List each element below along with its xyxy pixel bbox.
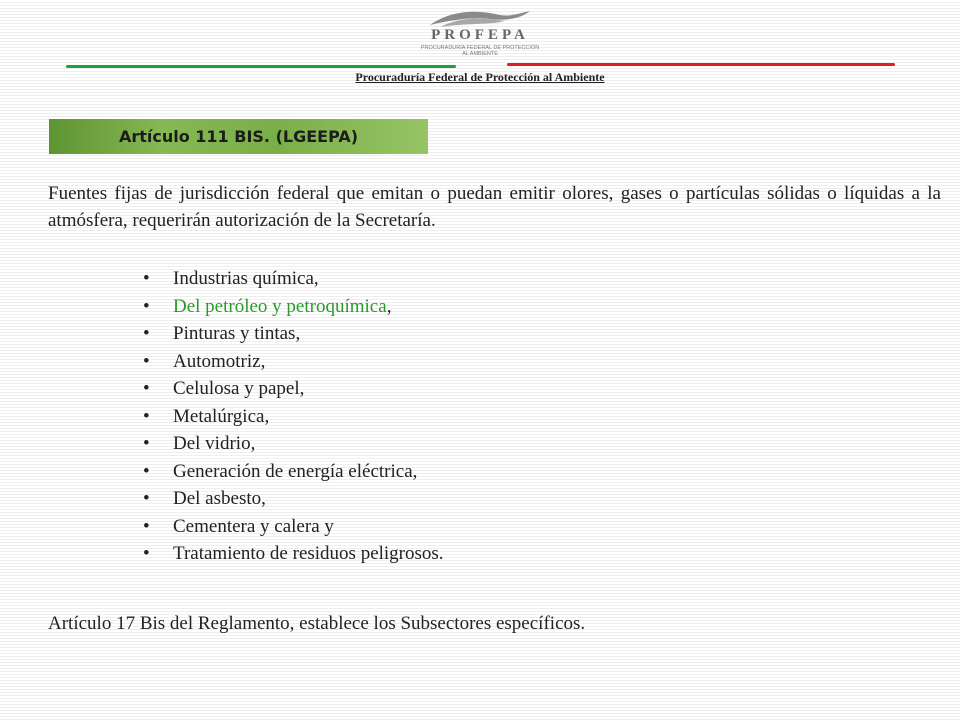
- bullet-icon: •: [143, 433, 150, 454]
- bullet-icon: •: [143, 323, 150, 344]
- bullet-icon: •: [143, 488, 150, 509]
- article-title: Artículo 111 BIS. (LGEEPA): [118, 127, 359, 146]
- list-item: • Automotriz,: [140, 348, 840, 376]
- bullet-icon: •: [143, 460, 150, 482]
- article-title-banner: [49, 119, 428, 154]
- bullet-icon: •: [143, 350, 150, 372]
- list-item: • Pinturas y tintas,: [140, 320, 840, 348]
- bullet-icon: •: [143, 268, 150, 289]
- list-item: • Metalúrgica,: [140, 403, 840, 431]
- header-red-line: [507, 63, 895, 66]
- list-item: • Generación de energía eléctrica,: [140, 458, 840, 486]
- list-item: • Tratamiento de residuos peligrosos.: [140, 540, 840, 568]
- bullet-icon: •: [143, 378, 150, 399]
- intro-paragraph: Fuentes fijas de jurisdicción federal que emitan o puedan emitir olores, gases o partículas sólidas o líquidas a la atmósfera, requerirán autorización de la Secretaría.: [48, 183, 941, 231]
- list-item: • Celulosa y papel,: [140, 375, 840, 403]
- bullet-icon: •: [143, 543, 150, 564]
- header-green-line: [66, 65, 456, 68]
- list-item: • Del asbesto,: [140, 485, 840, 513]
- bullet-icon: •: [143, 515, 150, 537]
- profepa-logo: [420, 5, 540, 67]
- sector-list: [140, 265, 840, 568]
- list-item: • Cementera y calera y: [140, 513, 840, 541]
- logo-subtitle: PROCURADURÍA FEDERAL DE PROTECCIÓN AL AMBIENTE: [420, 45, 540, 57]
- list-item: • Industrias química,: [140, 265, 840, 293]
- eagle-wing-icon: [420, 5, 540, 29]
- bullet-icon: •: [143, 405, 150, 427]
- bullet-icon: •: [143, 295, 150, 317]
- list-item: • Del vidrio,: [140, 430, 840, 458]
- footer-paragraph: Artículo 17 Bis del Reglamento, establece los Subsectores específicos.: [48, 613, 586, 634]
- logo-wordmark: PROFEPA: [431, 27, 529, 43]
- header-caption: Procuraduría Federal de Protección al Ambiente: [355, 70, 605, 84]
- list-item-highlighted: • Del petróleo y petroquímica,: [140, 293, 840, 321]
